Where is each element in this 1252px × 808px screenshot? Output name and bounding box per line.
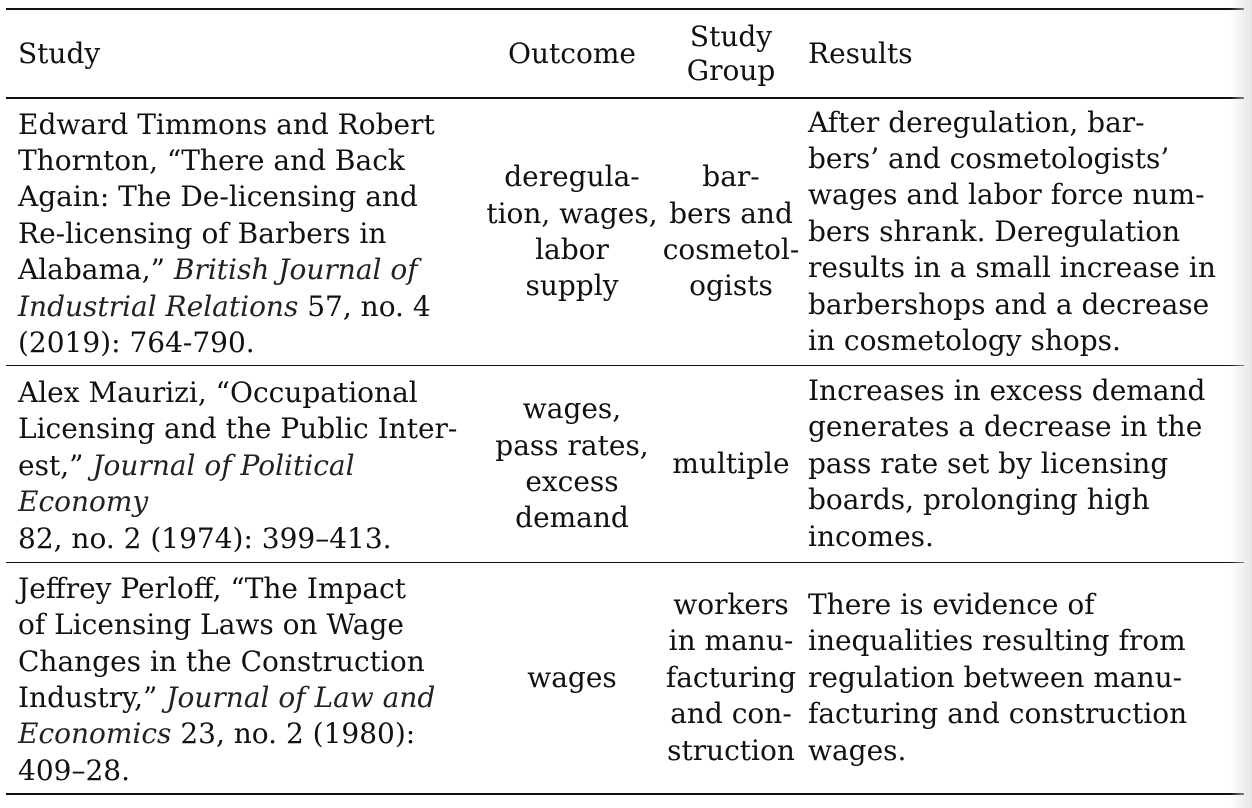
header-results: Results — [808, 36, 913, 70]
journal-title: Journal of Law and Economics — [18, 681, 436, 751]
study-group-cell: multiple — [672, 446, 790, 480]
table-row — [6, 366, 1244, 563]
header-study: Study — [18, 36, 101, 70]
literature-table — [6, 8, 1244, 795]
outcome-cell: wages, pass rates, excess demand — [495, 392, 649, 535]
page-edge-shadow — [1230, 0, 1252, 808]
results-cell: There is evidence of inequalities resulting from regulation between manu- facturing and construction wages. — [808, 587, 1188, 767]
journal-title: British Journal of Industrial Relations — [18, 253, 418, 323]
header-study-group: Study Group — [686, 19, 776, 87]
outcome-cell: deregula- tion, wages, labor supply — [486, 160, 658, 303]
study-citation: Alex Maurizi, “Occupational Licensing and the Public Inter- est,” Journal of Political Economy 82, no. 2 (1974): 399–413. — [18, 375, 458, 555]
results-cell: Increases in excess demand generates a decrease in the pass rate set by licensing boards, prolonging high incomes. — [808, 373, 1206, 553]
table-row — [6, 98, 1244, 366]
table-row — [6, 563, 1244, 795]
table-header-row — [6, 9, 1244, 98]
journal-title: Journal of Political Economy — [18, 448, 355, 519]
results-cell: After deregulation, bar- bers’ and cosmetologists’ wages and labor force num- bers shrank. Deregulation results in a small increase in barbershops and a decrease in cosmetology shops. — [808, 105, 1216, 358]
study-citation: Jeffrey Perloff, “The Impact of Licensing Laws on Wage Changes in the Construction Industry,” Journal of Law and Economics 23, no. 2 (1980): 409–28. — [18, 571, 436, 787]
study-group-cell: bar- bers and cosmetol- ogists — [662, 160, 800, 303]
header-outcome: Outcome — [508, 36, 636, 70]
outcome-cell: wages — [527, 660, 617, 694]
study-group-cell: workers in manu- facturing and con- struction — [665, 587, 797, 767]
study-citation: Edward Timmons and Robert Thornton, “There and Back Again: The De-licensing and Re-licensing of Barbers in Alabama,” British Journal of Industrial Relations 57, no. 4 (2019): 764-790. — [18, 107, 435, 360]
